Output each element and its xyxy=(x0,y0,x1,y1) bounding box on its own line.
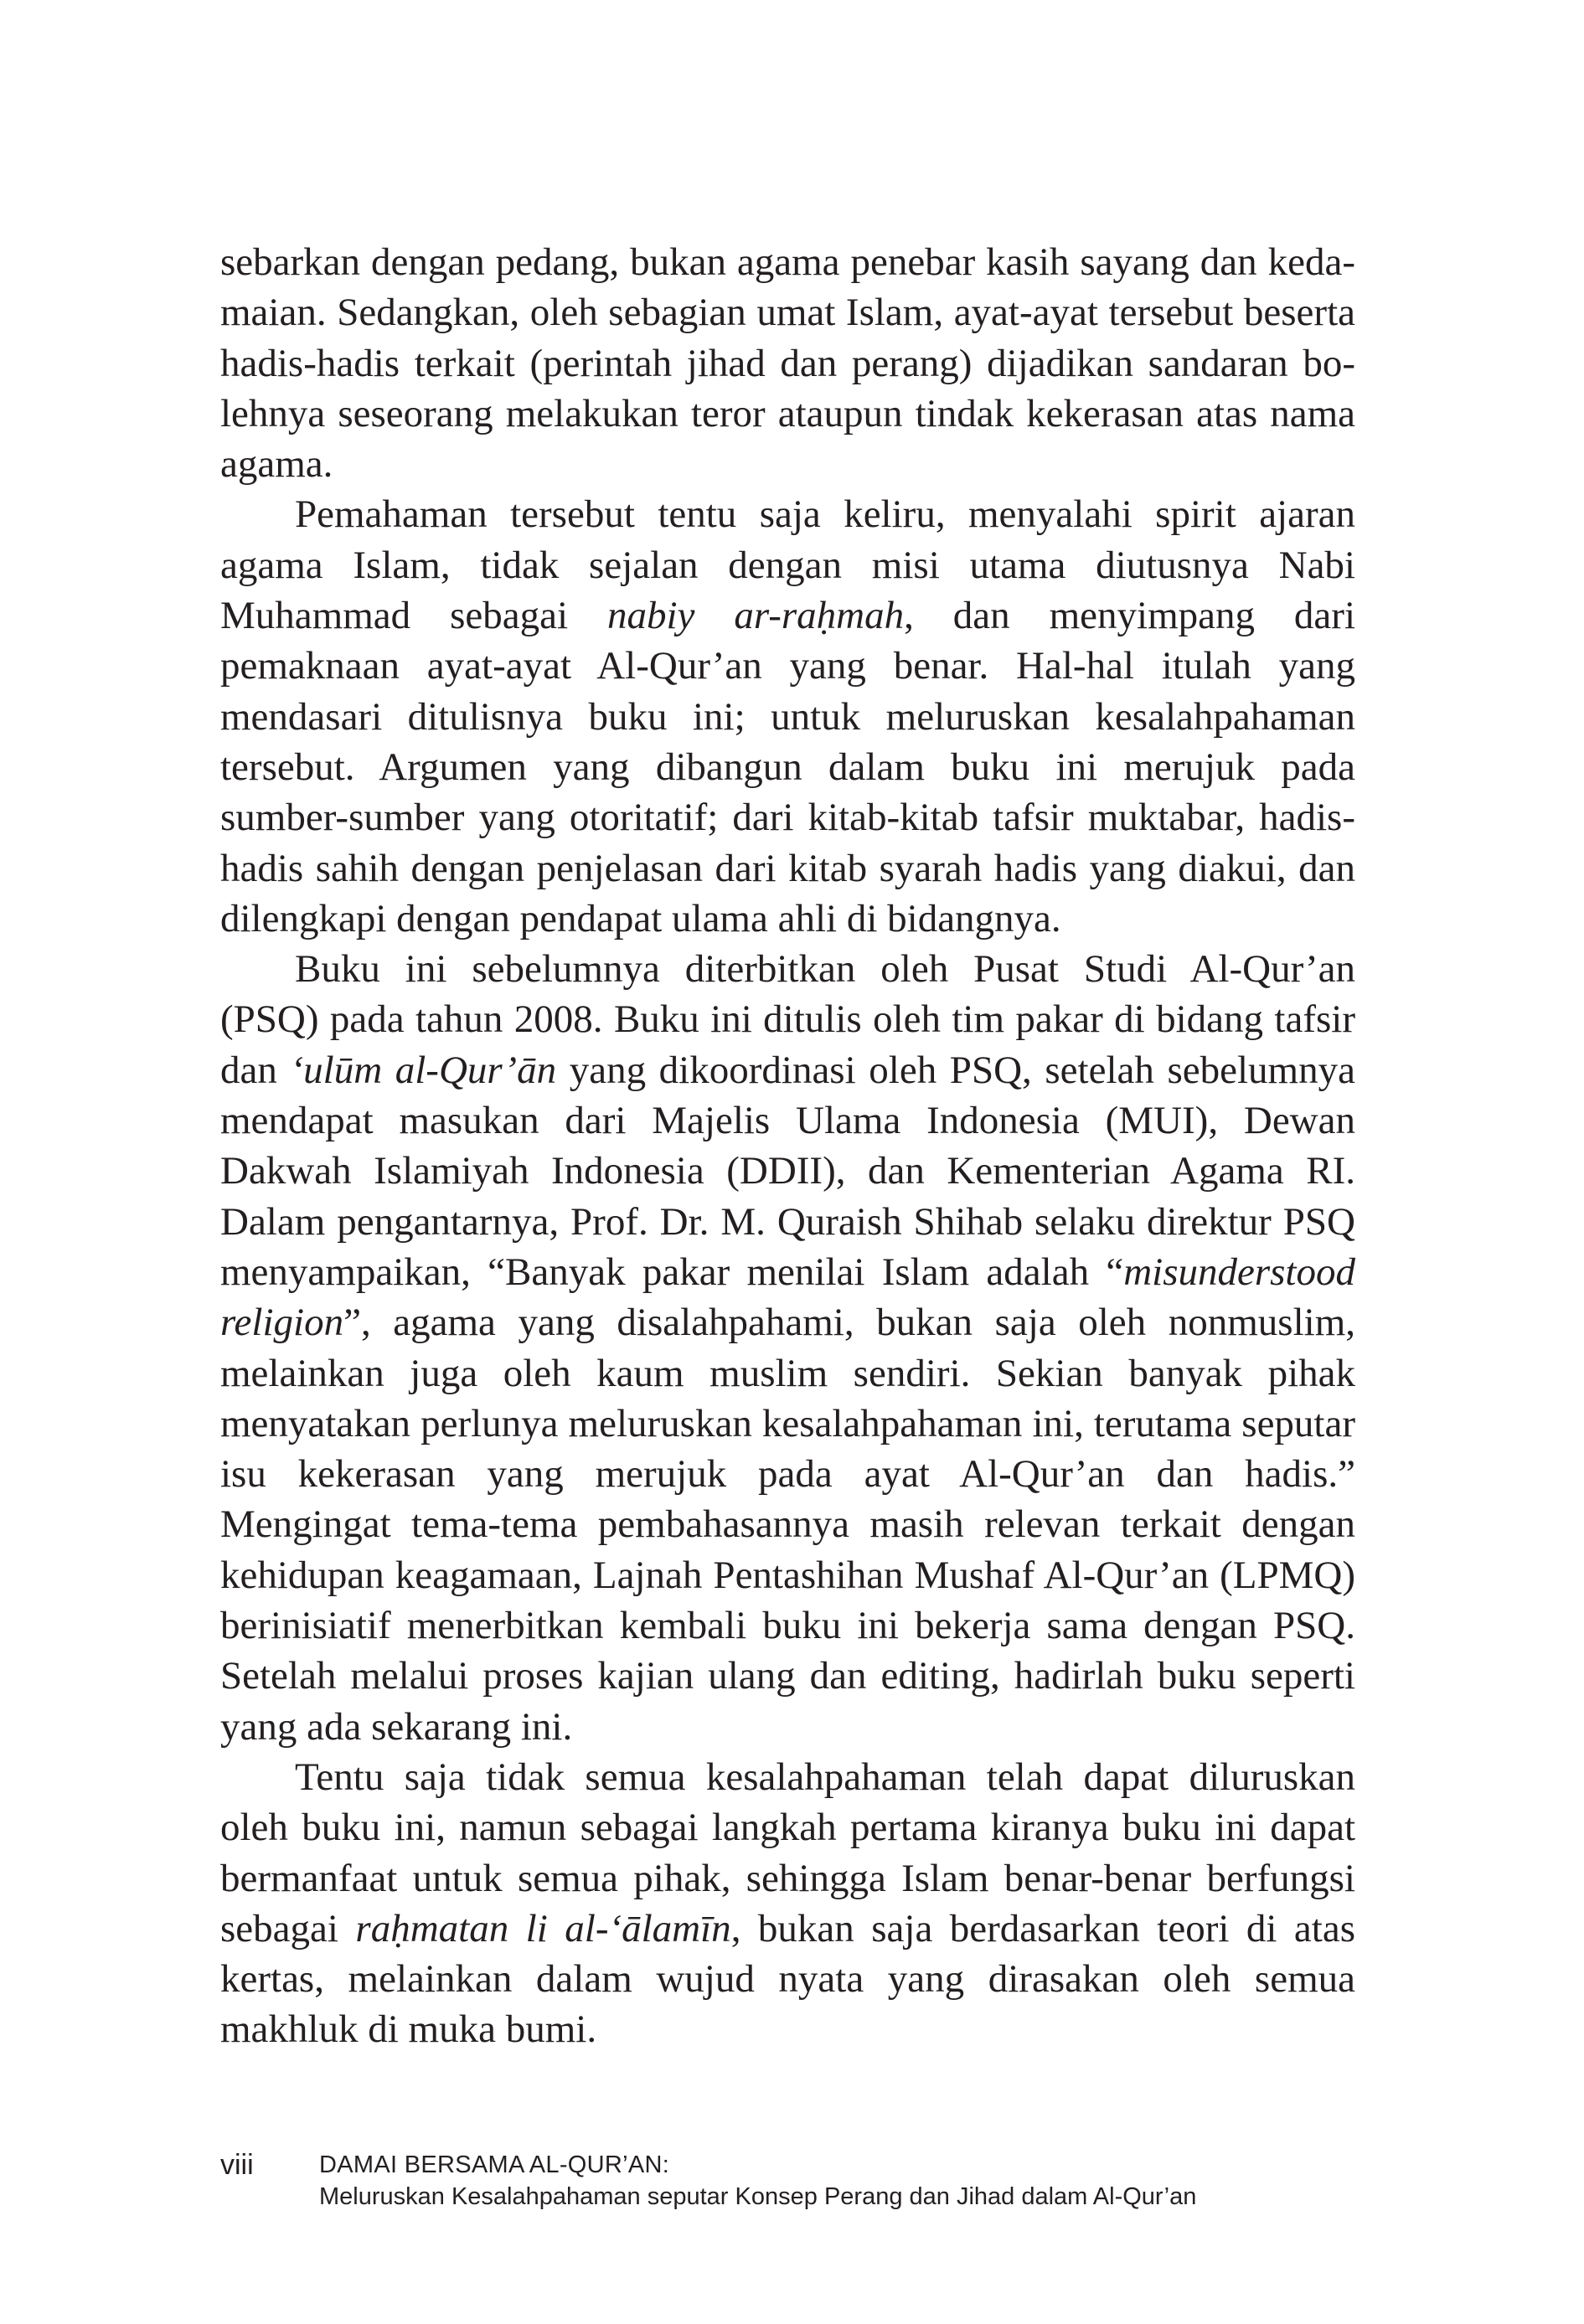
paragraph xyxy=(220,489,1355,944)
paragraph xyxy=(220,1752,1355,2055)
paragraph xyxy=(220,944,1355,1752)
text-segment: Tentu saja tidak semua kesalahpahaman telah dapat diluruskan oleh buku ini, namun sebagai langkah pertama kiranya buku ini dapat bermanfaat untuk semua pihak, sehingga Islam benar-benar berfungsi sebagai xyxy=(220,1755,1355,1950)
italic-term: misunderstood religion xyxy=(220,1250,1355,1345)
text-segment: sebarkan dengan pedang, bukan agama penebar kasih sayang dan kedamaian. Sedangkan, oleh sebagian umat Islam, ayat-ayat tersebut beserta hadis-hadis terkait (perintah jihad dan perang) dijadikan sandaran bolehnya seseorang melakukan teror ataupun tindak kekerasan atas nama agama. xyxy=(220,240,1355,487)
text-segment: ”, agama yang disalahpahami, bukan saja oleh nonmuslim, melainkan juga oleh kaum muslim sendiri. Sekian banyak pihak menyatakan perlunya meluruskan kesalahpahaman ini, terutama seputar isu kekerasan yang merujuk pada ayat Al-Qur’an dan hadis.” Mengingat tema-tema pembahasannya masih relevan terkait dengan kehidupan keagamaan, Lajnah Pentashihan Mushaf Al-Qur’an (LPMQ) berinisiatif menerbitkan kembali buku ini bekerja sama dengan PSQ. Setelah melalui proses kajian ulang dan editing, hadirlah buku seperti yang ada sekarang ini. xyxy=(220,1301,1355,1749)
paragraph xyxy=(220,237,1355,489)
italic-term: raḥmatan li al-‘ālamīn xyxy=(355,1906,731,1950)
page-number: viii xyxy=(220,2149,254,2181)
italic-term: nabiy ar-raḥmah xyxy=(606,594,905,638)
text-segment: yang dikoordinasi oleh PSQ, setelah sebelumnya mendapat masukan dari Majelis Ulama Indonesia (MUI), Dewan Dakwah Islamiyah Indonesia (DDII), dan Kementerian Agama RI. Dalam pengantarnya, Prof. Dr. M. Quraish Shihab selaku direktur PSQ menyampaikan, “Banyak pakar menilai Islam adalah “ xyxy=(220,1048,1355,1294)
body-text xyxy=(220,237,1355,2055)
text-segment: , dan menyimpang dari pemaknaan ayat-ayat Al-Qur’an yang benar. Hal-hal itulah yang mendasari ditulisnya buku ini; untuk meluruskan kesalahpahaman tersebut. Argumen yang dibangun dalam buku ini merujuk pada sumber-sumber yang otoritatif; dari kitab-kitab tafsir muktabar, hadis-hadis sahih dengan penjelasan dari kitab syarah hadis yang diakui, dan dilengkapi dengan pendapat ulama ahli di bidangnya. xyxy=(220,594,1356,940)
text-segment: Pemahaman tersebut tentu saja keliru, menyalahi spirit ajaran agama Islam, tidak sejalan dengan misi utama diutusnya Nabi Muhammad sebagai xyxy=(220,492,1355,638)
italic-term: ‘ulūm al-Qur’ān xyxy=(290,1048,557,1092)
text-segment: , bukan saja berdasarkan teori di atas kertas, melainkan dalam wujud nyata yang dirasakan oleh semua makhluk di muka bumi. xyxy=(220,1906,1355,2052)
text-segment: Buku ini sebelumnya diterbitkan oleh Pusat Studi Al-Qur’an (PSQ) pada tahun 2008. Buku ini ditulis oleh tim pakar di bidang tafsir dan xyxy=(220,947,1355,1092)
running-subtitle: Meluruskan Kesalahpahaman seputar Konsep Perang dan Jihad dalam Al-Qur’an xyxy=(319,2183,1197,2210)
running-title: DAMAI BERSAMA AL-QUR’AN: xyxy=(319,2151,670,2178)
page-footer xyxy=(220,2148,1360,2249)
